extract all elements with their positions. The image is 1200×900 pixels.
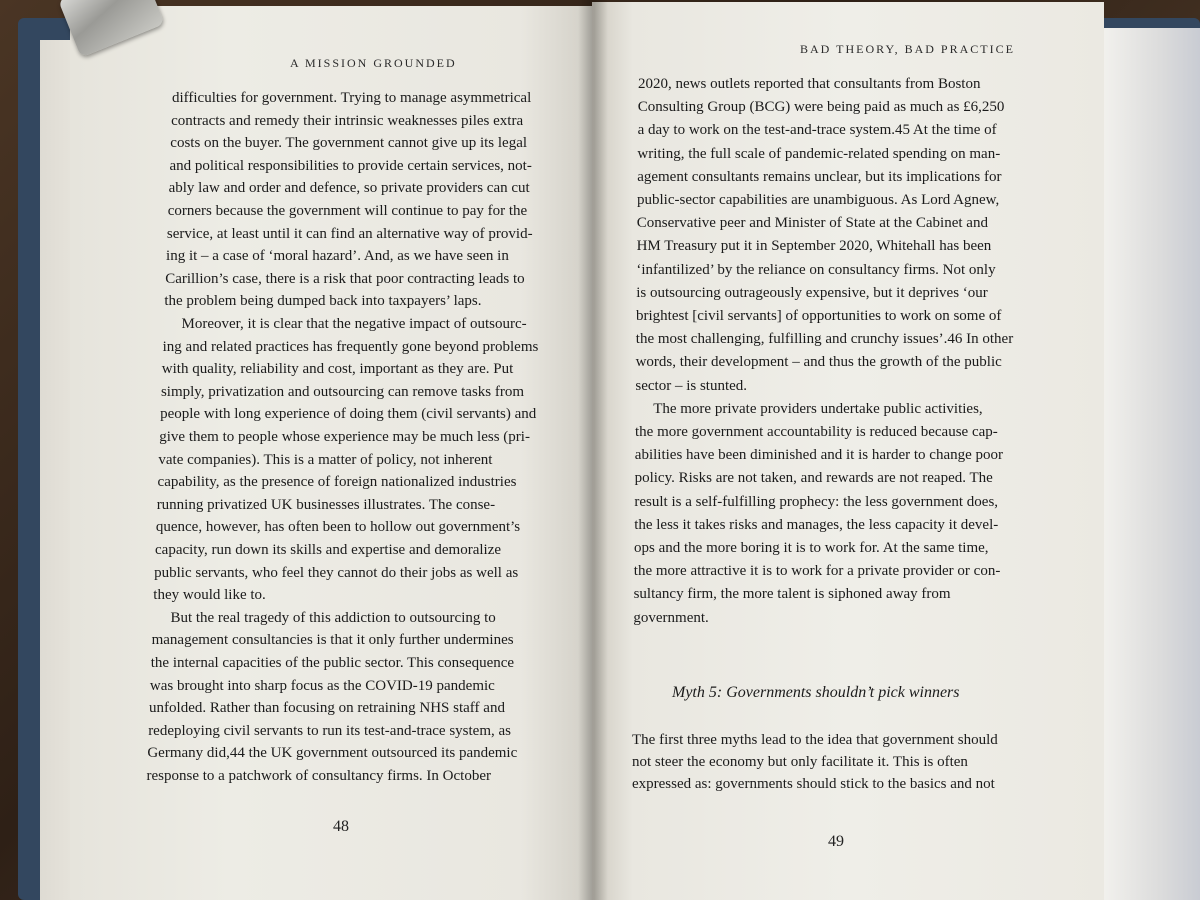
left-page-text-line: redeploying civil servants to run its test-and-trace system, as — [148, 722, 512, 739]
left-page-text-line: Moreover, it is clear that the negative impact of outsourc- — [181, 316, 527, 332]
left-page-text-line: Germany did,44 the UK government outsourced its pandemic — [147, 745, 518, 762]
right-page-text-line: result is a self-fulfilling prophecy: the less government does, — [634, 493, 999, 510]
right-running-head: BAD THEORY, BAD PRACTICE — [800, 42, 1015, 56]
left-page-text-line: unfolded. Rather than focusing on retraining NHS staff and — [149, 700, 505, 717]
right-page-text-line: 2020, news outlets reported that consultants from Boston — [638, 76, 981, 92]
right-page-text-line: The first three myths lead to the idea that government should — [632, 732, 998, 748]
left-page-text-line: ably law and order and defence, so private providers can cut — [168, 180, 530, 197]
right-page-text-line: the most challenging, fulfilling and crunchy issues’.46 In other — [635, 331, 1014, 348]
left-page-text-line: But the real tragedy of this addiction to outsourcing to — [170, 609, 496, 626]
right-page-text-line: a day to work on the test-and-trace system.45 At the time of — [637, 122, 997, 139]
left-page-text-line: response to a patchwork of consultancy firms. In October — [146, 768, 491, 784]
right-page-text-line: agement consultants remains unclear, but its implications for — [637, 168, 1002, 185]
left-page-text-line: they would like to. — [153, 587, 266, 604]
left-page-text-line: corners because the government will continue to pay for the — [167, 203, 528, 219]
left-page-text-line: and political responsibilities to provide certain services, not- — [169, 157, 532, 174]
left-page-text-line: running privatized UK businesses illustrates. The conse- — [156, 496, 496, 513]
right-page-text-line: expressed as: governments should stick to the basics and not — [632, 776, 995, 792]
left-page-text-line: capability, as the presence of foreign nationalized industries — [157, 474, 517, 491]
right-page-text-line: writing, the full scale of pandemic-related spending on man- — [637, 145, 1001, 162]
right-page-text-line: not steer the economy but only facilitate it. This is often — [632, 754, 968, 770]
left-page-text-line: was brought into sharp focus as the COVID-19 pandemic — [149, 677, 495, 694]
left-page-text-line: with quality, reliability and cost, important as they are. Put — [161, 361, 514, 378]
left-page-text-line: ing and related practices has frequently gone beyond problems — [162, 338, 539, 355]
left-page-text-line: public servants, who feel they cannot do their jobs as well as — [154, 564, 519, 581]
left-page-text-line: quence, however, has often been to hollow out government’s — [155, 519, 521, 536]
left-page-text-line: Carillion’s case, there is a risk that poor contracting leads to — [165, 270, 525, 287]
left-page-text-line: simply, privatization and outsourcing can remove tasks from — [160, 383, 525, 400]
left-running-head: A MISSION GROUNDED — [290, 56, 457, 70]
right-page-number: 49 — [828, 833, 844, 850]
left-page-text-line: the problem being dumped back into taxpayers’ laps. — [164, 293, 482, 310]
right-page-text-line: Consulting Group (BCG) were being paid as much as £6,250 — [637, 99, 1005, 116]
right-page-text-line: abilities have been diminished and it is harder to change poor — [634, 447, 1004, 464]
right-page-text-line: the more attractive it is to work for a private provider or con- — [633, 563, 1001, 580]
left-page-text-line: give them to people whose experience may be much less (pri- — [159, 429, 530, 445]
right-page-text-line: Conservative peer and Minister of State at the Cabinet and — [636, 215, 988, 232]
book-gutter — [578, 0, 608, 900]
right-page-text-line: brightest [civil servants] of opportunities to work on some of — [636, 308, 1002, 324]
right-page-text-line: public-sector capabilities are unambiguous. As Lord Agnew, — [637, 192, 1000, 208]
left-page-number: 48 — [333, 818, 349, 835]
right-page-text-line: The more private providers undertake public activities, — [653, 400, 983, 417]
left-page-text-line: service, at least until it can find an alternative way of provid- — [166, 225, 533, 242]
left-page-text-line: costs on the buyer. The government cannot give up its legal — [170, 135, 528, 152]
right-page-text-line: HM Treasury put it in September 2020, Whitehall has been — [636, 238, 992, 255]
left-page-text-line: vate companies). This is a matter of policy, not inherent — [158, 451, 493, 468]
left-page-text-line: ing it – a case of ‘moral hazard’. And, as we have seen in — [166, 248, 509, 265]
right-page-text-line: is outsourcing outrageously expensive, but it deprives ‘our — [636, 284, 988, 301]
left-page-text-line: people with long experience of doing them (civil servants) and — [160, 406, 537, 423]
right-page-text-line: sultancy firm, the more talent is siphoned away from — [633, 586, 951, 603]
left-page-text-line: management consultancies is that it only further undermines — [151, 632, 514, 649]
right-page-text-line: policy. Risks are not taken, and rewards are not reaped. The — [634, 470, 993, 487]
left-page-text-line: the internal capacities of the public sector. This consequence — [150, 655, 515, 671]
section-heading: Myth 5: Governments shouldn’t pick winners — [672, 684, 960, 701]
left-page-text-line: capacity, run down its skills and expertise and demoralize — [155, 542, 502, 558]
right-page-text-line: words, their development – and thus the growth of the public — [635, 354, 1002, 371]
right-page-text-line: ops and the more boring it is to work for. At the same time, — [634, 540, 989, 556]
right-page-text-line: the more government accountability is reduced because cap- — [635, 424, 998, 440]
right-page-text-line: the less it takes risks and manages, the less capacity it devel- — [634, 516, 999, 533]
right-page-text-line: ‘infantilized’ by the reliance on consultancy firms. Not only — [636, 261, 996, 278]
right-page-text-line: government. — [633, 609, 709, 626]
book-cover-right-edge — [1100, 28, 1200, 900]
left-page-text-line: difficulties for government. Trying to manage asymmetrical — [172, 90, 532, 106]
left-page-text-line: contracts and remedy their intrinsic weaknesses piles extra — [171, 112, 524, 129]
right-page-text-line: sector – is stunted. — [635, 377, 748, 394]
